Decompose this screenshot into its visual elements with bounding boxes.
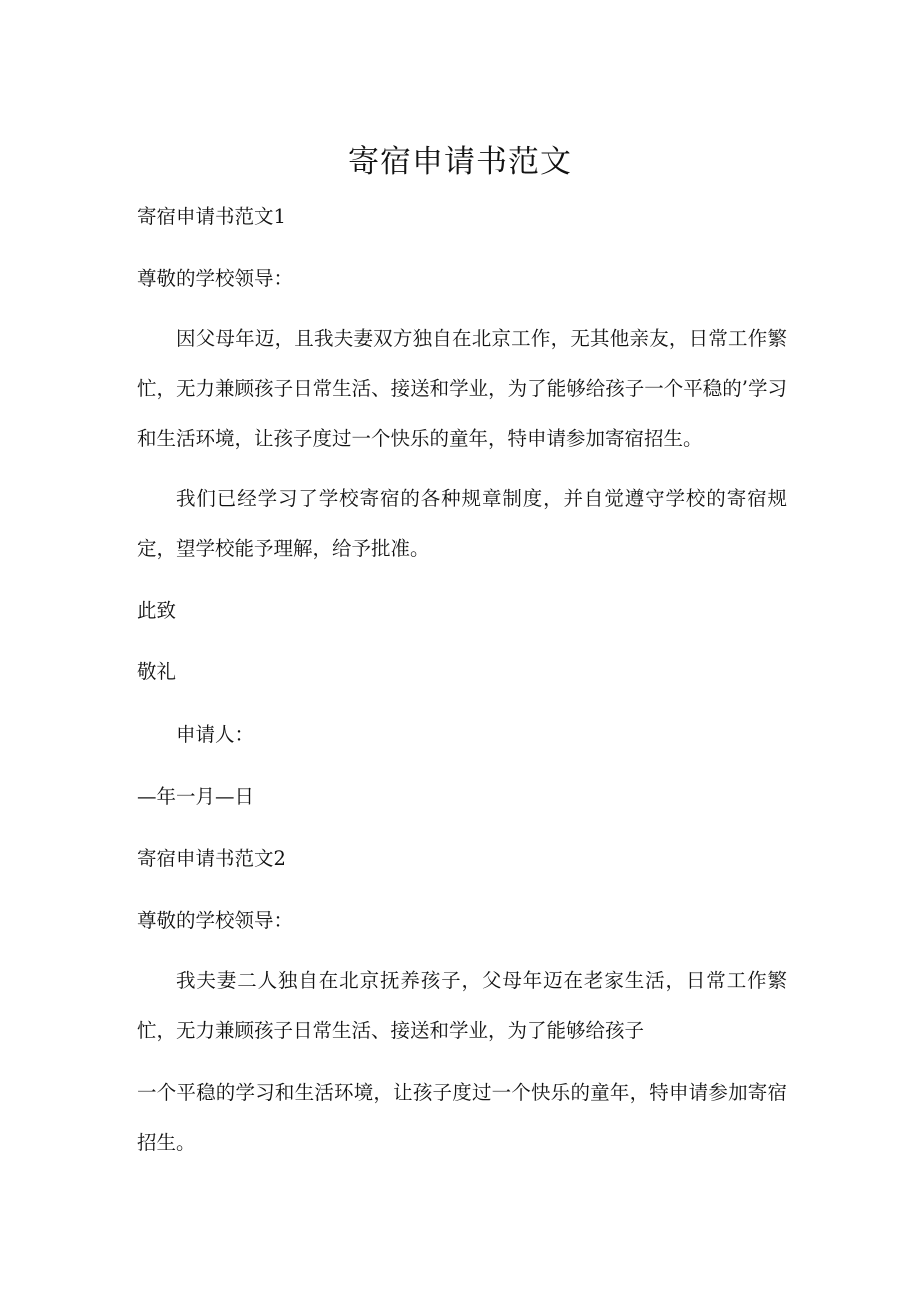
- letter1-heading: 寄宿申请书范文1: [137, 205, 286, 228]
- letter2-salutation: 尊敬的学校领导：: [137, 909, 294, 932]
- document-title: 寄宿申请书范文: [348, 144, 572, 180]
- letter1-paragraph1: 因父母年迈，且我夫妻双方独自在北京工作，无其他亲友，日常工作繁忙，无力兼顾孩子日常生活、接送和学业，为了能够给孩子一个平稳的’学习和生活环境，让孩子度过一个快乐的童年，特申请参加寄宿招生。: [137, 327, 787, 450]
- letter1-closing-jingli: 敬礼: [137, 660, 177, 683]
- letter2-paragraph2: 一个平稳的学习和生活环境，让孩子度过一个快乐的童年，特申请参加寄宿招生。: [137, 1081, 787, 1154]
- letter2-heading: 寄宿申请书范文2: [137, 847, 286, 870]
- letter2-paragraph1: 我夫妻二人独自在北京抚养孩子，父母年迈在老家生活，日常工作繁忙，无力兼顾孩子日常生活、接送和学业，为了能够给孩子: [137, 969, 787, 1042]
- letter1-applicant: 申请人：: [176, 723, 255, 746]
- letter1-date: —年一月—日: [137, 785, 255, 808]
- letter1-salutation: 尊敬的学校领导：: [137, 267, 294, 290]
- letter1-closing-cizhi: 此致: [137, 599, 177, 622]
- letter1-paragraph2: 我们已经学习了学校寄宿的各种规章制度，并自觉遵守学校的寄宿规定，望学校能予理解，给予批准。: [137, 487, 787, 560]
